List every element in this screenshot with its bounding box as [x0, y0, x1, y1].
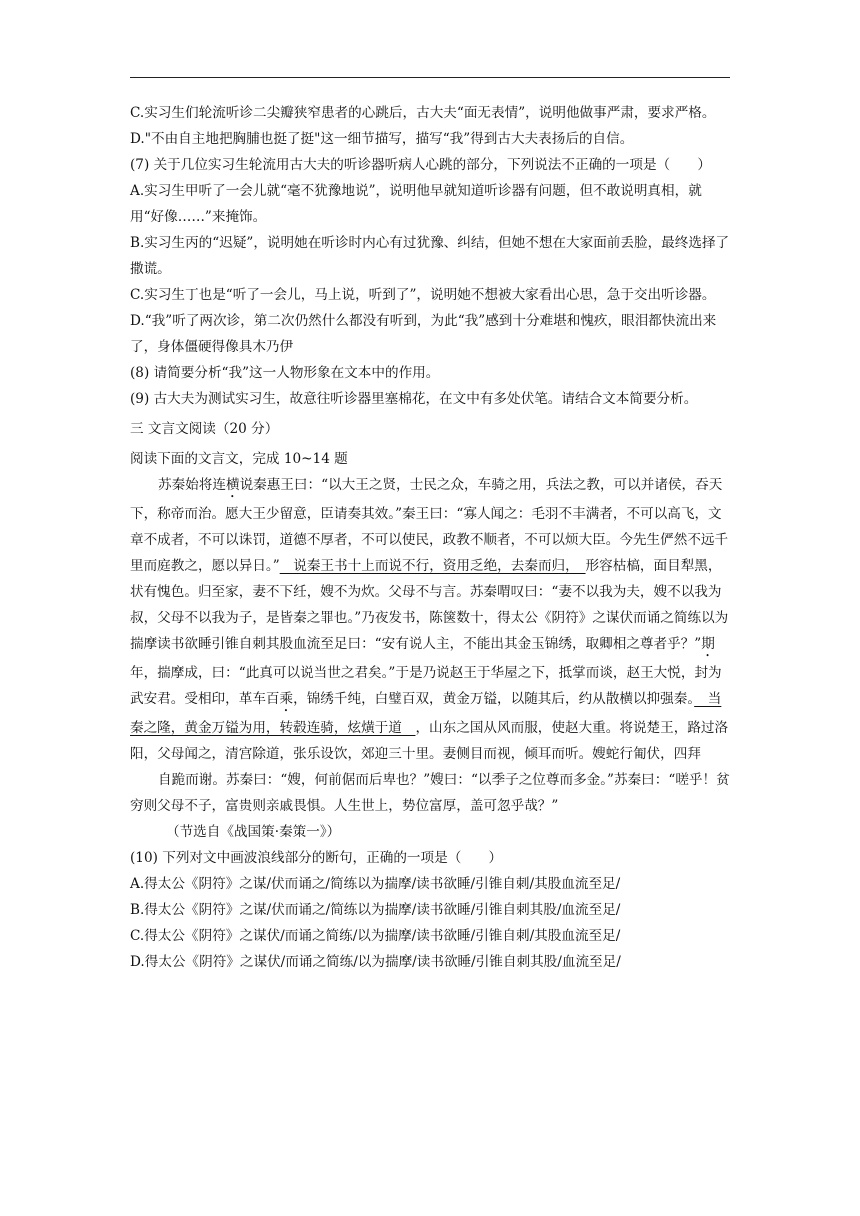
passage-source: （节选自《战国策·秦策一》）: [166, 824, 341, 840]
q10-option-b: B.得太公《阴符》之谋/伏而诵之/简练以为揣摩/读书欲睡/引锥自刺其股/血流至足/: [130, 902, 621, 918]
dotted-word: 横: [225, 477, 240, 493]
passage-text: 年，揣摩成，曰：“此真可以说当世之君矣。”于是乃说赵王于华屋之下，抵掌而谈，赵王大悦，封为武安君。受相印，革车百: [130, 665, 722, 707]
dotted-word: 期: [701, 636, 715, 652]
underlined-sentence-1: 说秦王书十上而说不行，资用乏绝，去秦而归，: [279, 558, 586, 574]
passage-paragraph-2: 自跪而谢。苏秦曰：“嫂，何前倨而后卑也？”嫂曰：“以季子之位尊而多金。”苏秦曰：“嗟乎！贫穷则父母不子，富贵则亲戚畏惧。人生世上，势位富厚，盖可忽乎哉？”: [130, 772, 730, 814]
q9-stem: (9) 古大夫为测试实习生，故意往听诊器里塞棉花，在文中有多处伏笔。请结合文本简要分析。: [130, 391, 698, 407]
q7-stem: (7) 关于几位实习生轮流用古大夫的听诊器听病人心跳的部分，下列说法不正确的一项是（ ）: [130, 157, 711, 173]
passage-text: ，山东之国从风而服，使赵大重。将说楚王，路过洛阳，父母闻之，清宫除道，张乐设饮，郊迎三十里。妻侧目而视，倾耳而听。嫂蛇行匍伏，四拜: [130, 720, 729, 762]
passage-text: ，锦绣千纯，白璧百双，黄金万镒，以随其后，约从散横以抑强秦。: [293, 691, 695, 707]
q6-option-d: D."不由自主地把胸脯也挺了挺"这一细节描写，描写“我”得到古大夫表扬后的自信。: [130, 131, 634, 147]
q7-option-d: D.“我”听了两次诊，第二次仍然什么都没有听到，为此“我”感到十分难堪和愧疚，眼泪都快流出来了，身体僵硬得像具木乃伊: [130, 313, 717, 355]
q7-option-b: B.实习生丙的“迟疑”，说明她在听诊时内心有过犹豫、纠结，但她不想在大家面前丢脸，最终选择了撒谎。: [130, 235, 730, 277]
passage-text: 说秦惠王曰：“以大王之贤，士民之众，车骑之用，兵法之教，可以并诸侯，吞天下，称帝而治。愿大王少留意，臣请奏其效。”秦王曰：“寡人闻之：毛羽不丰满者，不可以高飞，文章不成者，不可以诛罚，道德不厚者，不可以使民，政教不顺者，不可以烦大臣。今先生俨然不远千里而庭教之，愿以异日。”: [130, 477, 729, 574]
passage-text: 苏秦始将连: [158, 477, 226, 493]
q10-option-a: A.得太公《阴符》之谋/伏而诵之/简练以为揣摩/读书欲睡/引锥自刺/其股血流至足/: [130, 876, 621, 892]
underlined-sentence-2: 当秦之隆，黄金万镒为用，转毂连骑，炫熿于道: [130, 691, 722, 736]
passage-paragraph-1: [130, 472, 732, 767]
q7-option-a: A.实习生甲听了一会儿就“毫不犹豫地说”，说明他早就知道听诊器有问题，但不敢说明真相，就用“好像……”来掩饰。: [130, 183, 702, 225]
dotted-word: 乘: [279, 691, 294, 707]
q10-option-d: D.得太公《阴符》之谋伏/而诵之简练/以为揣摩/读书欲睡/引锥自刺其股/血流至足/: [130, 954, 621, 970]
q7-option-c: C.实习生丁也是“听了一会儿，马上说，听到了”，说明她不想被大家看出心思，急于交出听诊器。: [130, 287, 716, 303]
section-3-title: 三 文言文阅读（20 分）: [130, 421, 279, 437]
section-3-intro: 阅读下面的文言文，完成 10~14 题: [130, 451, 348, 467]
passage-text: 形容枯槁，面目犁黑，状有愧色。归至家，妻不下纴，嫂不为炊。父母不与言。苏秦喟叹曰：“妻不以我为夫，嫂不以我为叔，父母不以我为子，是皆秦之罪也。”乃夜发书，陈箧数十，得太公《阴符》之谋伏而诵之简练以为揣摩读书欲睡引锥自刺其股血流至足曰：“安有说人主，不能出其金玉锦绣，取卿相之尊者乎？”: [130, 558, 729, 652]
document-body: [130, 100, 732, 975]
q10-option-c: C.得太公《阴符》之谋伏/而诵之简练/以为揣摩/读书欲睡/引锥自刺/其股血流至足/: [130, 928, 621, 944]
q8-stem: (8) 请简要分析“我”这一人物形象在文本中的作用。: [130, 365, 440, 381]
q10-stem: (10) 下列对文中画波浪线部分的断句，正确的一项是（ ）: [130, 850, 503, 866]
header-rule: [130, 77, 730, 78]
q6-option-c: C.实习生们轮流听诊二尖瓣狭窄患者的心跳后，古大夫“面无表情”，说明他做事严肃，要求严格。: [130, 105, 716, 121]
